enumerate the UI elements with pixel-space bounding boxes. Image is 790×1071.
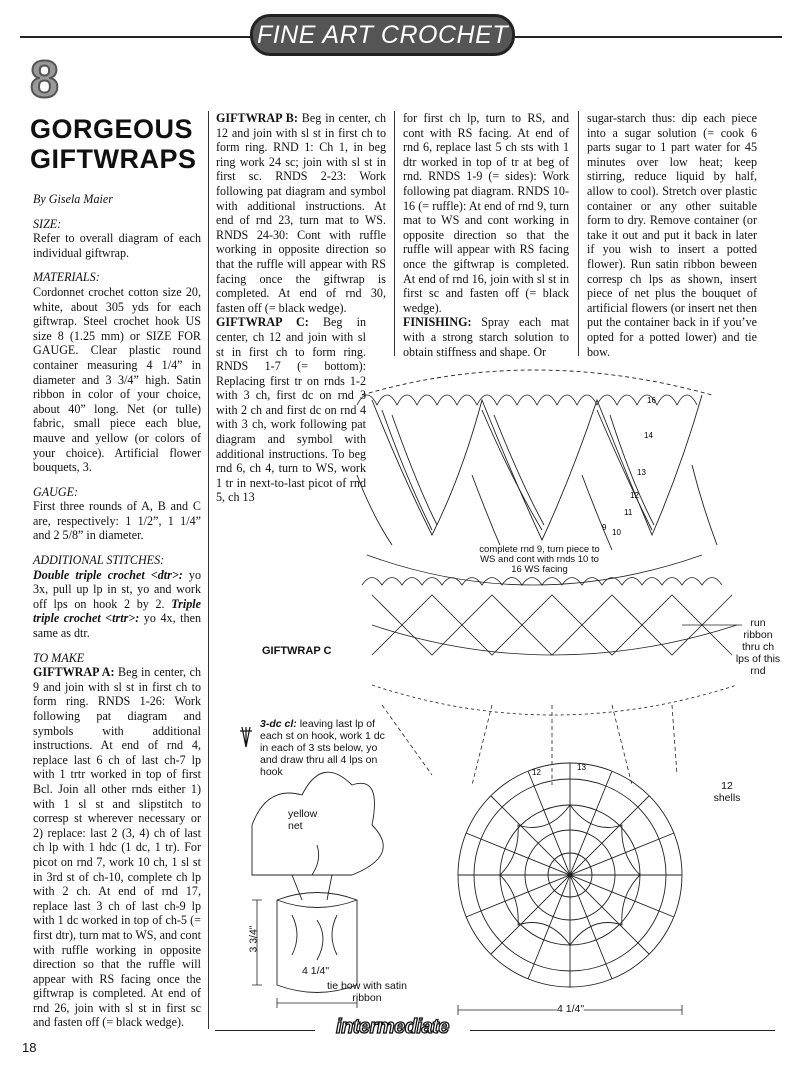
gauge-heading: GAUGE:	[33, 484, 79, 499]
cluster-name: 3-dc cl:	[260, 718, 297, 730]
stitches-heading: ADDITIONAL STITCHES:	[33, 553, 165, 568]
page-number: 18	[22, 1040, 37, 1055]
giftwrap-a-text	[33, 665, 201, 1030]
crochet-diagram	[232, 355, 782, 1015]
cluster-text: leaving last lp of each st on hook, work 1 dc in each of 3 sts below, yo and draw thru all 4 lps on hook	[260, 718, 385, 778]
column-divider	[394, 111, 395, 356]
diagram-drawing	[232, 355, 782, 1015]
trtr-text: yo 4x, then same as dtr.	[33, 611, 201, 641]
stitches-text	[33, 568, 201, 641]
yellow-net-label: yellow net	[288, 808, 318, 832]
materials-heading: MATERIALS:	[33, 270, 100, 285]
round-number: 13	[577, 763, 586, 772]
round-number: 11	[624, 508, 633, 517]
difficulty-badge: intermediate	[336, 1016, 449, 1038]
article-title	[30, 114, 210, 174]
note-complete: complete rnd 9, turn piece to WS and cont with rnds 10 to 16 WS facing	[477, 545, 602, 575]
giftwrap-a-heading: GIFTWRAP A:	[33, 665, 115, 680]
giftwrap-a-body: Beg in center, ch 9 and join with sl st in first ch to form ring. RNDS 1-26: Work following pat diagram and symbols with additional instructions. At end of rnd 4, replace last 6 ch of last ch-7 lp with 1 trtr worked in top of first Bcl. Join all other rnds either 1) with 1 sl st and slipstitch to corresp st wherever necessary or 2) replace: last 2 (3, 4) ch of last ch lp with 1 hdc (1 dc, 1 tr). For picot on rnd 7, work 10 ch, 1 sl st in 3rd st of ch-10, complete ch lp with 2 ch. At end of rnd 17, replace last 3 ch of last ch-9 lp with 1 dc worked in top of ch-5 (= first dtr), turn mat to WS, and cont with ruffle working in opposite direction so that the ruffle will appear with RS facing once the giftwrap is completed. At end of rnd 26, join with sl st in first sc and fasten off (= black wedge).	[33, 665, 201, 1030]
column-divider	[578, 111, 579, 356]
byline: By Gisela Maier	[33, 192, 113, 206]
round-number: 9	[602, 523, 607, 532]
article-number: 8	[30, 51, 59, 109]
size-text: Refer to overall diagram of each individual giftwrap.	[33, 231, 201, 260]
footer-rule-left	[215, 1030, 315, 1031]
round-number: 14	[644, 431, 653, 440]
materials-text: Cordonnet crochet cotton size 20, white, about 305 yds for each giftwrap. Steel crochet hook US size 8 (1.25 mm) or SIZE FOR GAUGE. Clear plastic round container measuring 4 1/4” in diameter and 3 3/4” high. Satin ribbon in color of your choice, about 40” long. Net (or tulle) fabric, small piece each blue, mauve and yellow (or colors of your choice). Artificial flower bouquets, 3.	[33, 284, 201, 475]
giftwrap-b-heading: GIFTWRAP B:	[216, 111, 298, 125]
column-3-text: for first ch lp, turn to RS, and cont with RS facing. At end of rnd 6, replace last 5 ch sts with 1 dtr worked in top of tr at beg of rnd. RNDS 1-9 (= sides): Work following pat diagram. RNDS 10-16 (= ruffle): At end of rnd 9, turn mat to WS and cont working in opposite direction so that the ruffle will appear with RS facing once the giftwrap is completed. At end of rnd 16, join with sl st in first sc and fasten off (= black wedge).	[403, 111, 569, 315]
round-number: 13	[637, 468, 646, 477]
diameter-label: 4 1/4"	[557, 1003, 585, 1015]
note-shells: 12 shells	[713, 780, 741, 804]
round-number: 12	[532, 768, 541, 777]
title-line-2: GIFTWRAPS	[30, 144, 197, 174]
finishing-body: Spray each mat with a strong starch solution to obtain stiffness and shape. Or	[403, 315, 569, 359]
column-divider	[208, 111, 209, 1029]
column-3	[403, 111, 569, 359]
giftwrap-c-heading: GIFTWRAP C:	[216, 315, 309, 330]
container-sketch	[252, 772, 383, 992]
bow-label: tie bow with satin ribbon	[327, 980, 407, 1004]
width-label: 4 1/4"	[302, 965, 330, 977]
column-1	[33, 186, 201, 1030]
sides-lattice	[362, 578, 737, 786]
giftwrap-c-label: GIFTWRAP C	[262, 645, 332, 657]
section-header: FINE ART CROCHET	[250, 14, 515, 56]
round-number: 10	[612, 528, 621, 537]
height-label: 3 3/4"	[247, 925, 260, 953]
cluster-note	[260, 718, 385, 778]
footer-rule-right	[470, 1030, 775, 1031]
bottom-mat	[458, 763, 682, 987]
title-line-1: GORGEOUS	[30, 114, 194, 144]
gauge-text: First three rounds of A, B and C are, respectively: 1 1/2”, 1 1/4” and 2 5/8” in diameter.	[33, 499, 201, 543]
column-4-text: sugar-starch thus: dip each piece into a sugar solution (= cook 6 parts sugar to 1 part water for 45 minutes over low heat; keep stirring, reduce liquid by half, allow to cool). Stretch over plastic container or any other suitable form to dry. Remove container (or take it out and put it back in later if you wish to insert a potted flower). Run satin ribbon beween corresp ch lps as shown, insert piece of net plus the bouquet of artificial flowers (or insert net then put the container back in if you’ve opted for a potted lower) and tie bow.	[587, 111, 757, 359]
note-run-ribbon: run ribbon thru ch lps of this rnd	[735, 617, 781, 677]
finishing-heading: FINISHING:	[403, 315, 472, 330]
round-number: 12	[630, 491, 639, 500]
giftwrap-c-body: Beg in center, ch 12 and join with sl st in first ch to form ring. RNDS 1-7 (= bottom): Replacing first tr on rnds 1-2 with 3 ch, first dc on rnd 3 with 2 ch and first dc on rnd 4 with 3 ch, work following pat diagram and symbol with additional instructions. To beg rnd 6, ch 4, turn to WS, work 1 tr in next-to-last picot of rnd 5, ch 13	[216, 315, 366, 505]
dtr-text: yo 3x, pull up lp in st, yo and work off lps on hook 2 by 2.	[33, 567, 201, 611]
cluster-symbol	[240, 727, 252, 747]
finishing-text	[403, 315, 569, 359]
giftwrap-b-body: Beg in center, ch 12 and join with sl st in first ch to form ring. RND 1: Ch 1, in beg ring work 24 sc; join with sl st in first sc. RNDS 2-23: Work following pat diagram and symbol with additional instructions. At end of rnd 23, turn mat to WS. RNDS 24-30: Cont with ruffle working in opposite direction so that the ruffle will appear with RS facing once the giftwrap is completed. At end of rnd 30, fasten off (= black wedge).	[216, 111, 386, 315]
size-heading: SIZE:	[33, 216, 62, 231]
round-number: 16	[647, 396, 656, 405]
column-4	[587, 111, 757, 359]
giftwrap-b-text	[216, 111, 386, 315]
trtr-name: Triple triple crochet <trtr>:	[33, 596, 201, 626]
to-make-heading: TO MAKE	[33, 650, 85, 665]
dtr-name: Double triple crochet <dtr>:	[33, 567, 183, 582]
